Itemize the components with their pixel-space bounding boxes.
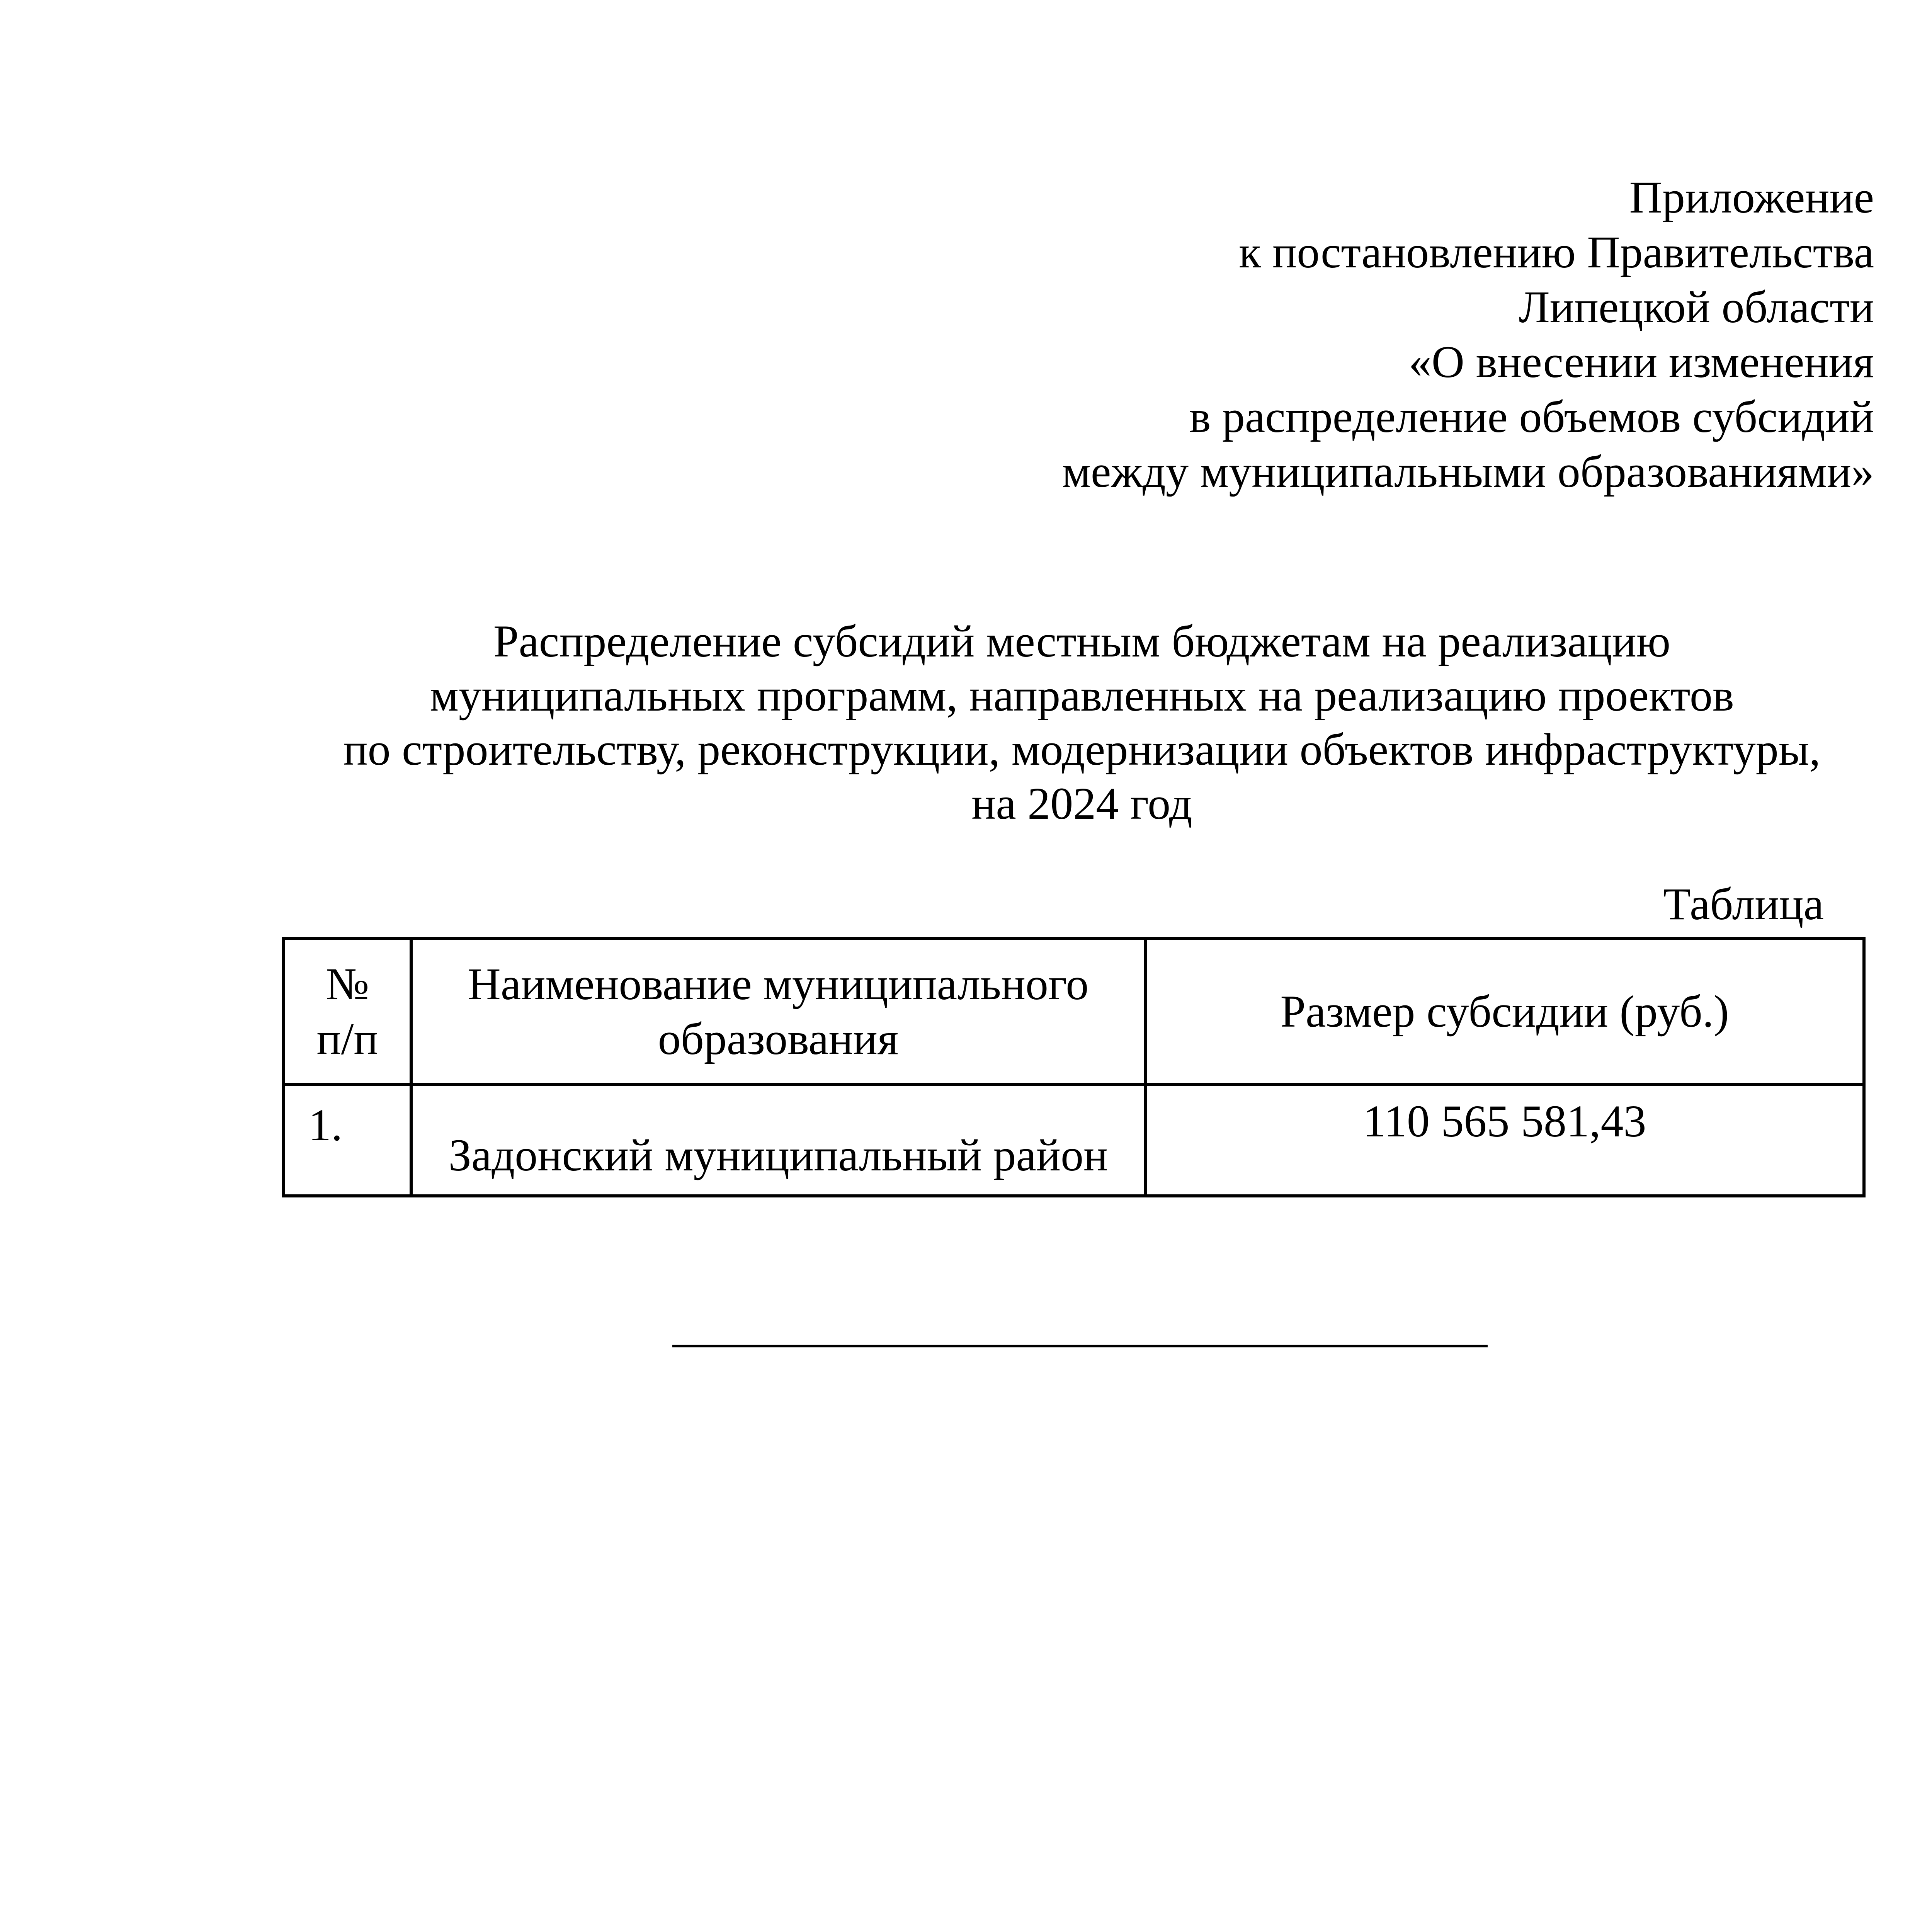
header-num-line2: п/п (316, 1014, 378, 1064)
table-row (284, 1085, 1864, 1196)
title-line: Распределение субсидий местным бюджетам на реализацию (493, 616, 1671, 667)
header-num-line1: № (325, 959, 369, 1009)
header-amount: Размер субсидии (руб.) (1145, 939, 1864, 1085)
header-name-line1: Наименование муниципального (468, 959, 1089, 1009)
title-line: по строительству, реконструкции, модернизации объектов инфраструктуры, (343, 724, 1821, 775)
document-title (232, 614, 1932, 831)
header-name (411, 939, 1145, 1085)
header-num (284, 939, 411, 1085)
row-name: Задонский муниципальный район (411, 1085, 1145, 1196)
appendix-line: к постановлению Правительства (1239, 227, 1874, 277)
subsidy-table (282, 937, 1866, 1197)
appendix-heading (638, 170, 1874, 499)
row-num: 1. (284, 1085, 411, 1196)
table-label: Таблица (1663, 879, 1824, 929)
appendix-line: в распределение объемов субсидий (1189, 391, 1874, 442)
appendix-line: «О внесении изменения (1408, 337, 1874, 387)
end-rule (672, 1345, 1488, 1347)
header-name-line2: образования (658, 1014, 899, 1064)
table-header-row (284, 939, 1864, 1085)
appendix-line: между муниципальными образованиями» (1062, 446, 1874, 497)
row-amount: 110 565 581,43 (1145, 1085, 1864, 1196)
appendix-line: Приложение (1629, 172, 1874, 223)
appendix-line: Липецкой области (1519, 282, 1874, 332)
title-line: муниципальных программ, направленных на реализацию проектов (430, 670, 1734, 721)
title-line: на 2024 год (971, 778, 1192, 829)
